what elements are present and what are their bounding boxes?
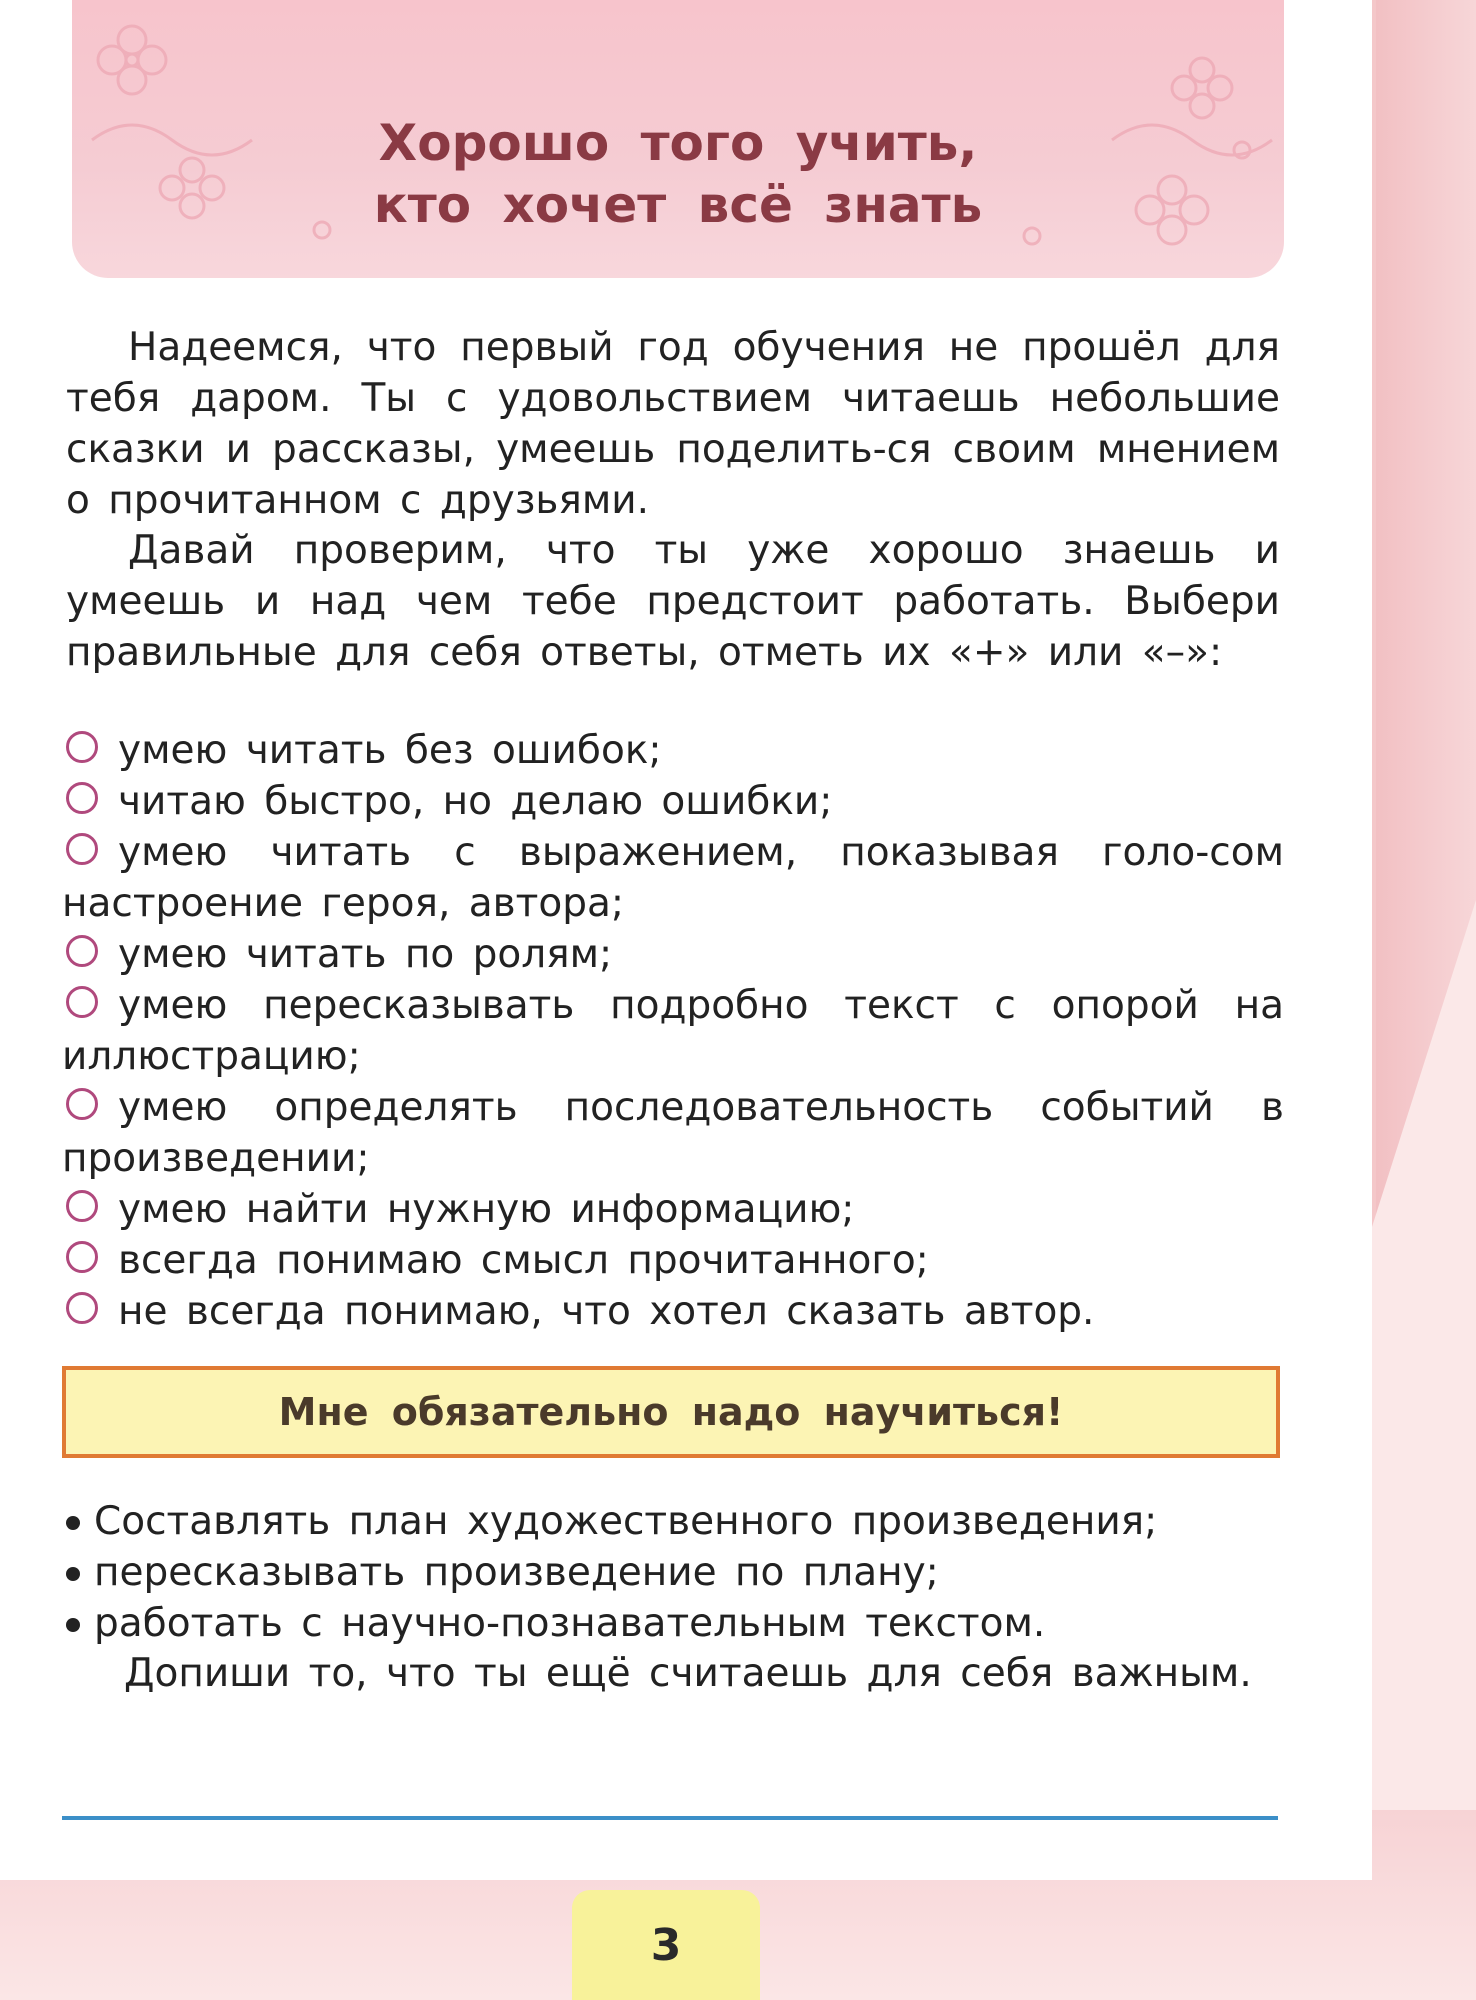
answer-circle-icon[interactable] [66, 935, 98, 967]
goal-item: работать с научно-познавательным текстом. [60, 1598, 1282, 1649]
learning-goals-list [60, 1496, 1282, 1649]
closing-instruction: Допиши то, что ты ещё считаешь для себя важным. [124, 1651, 1252, 1696]
checklist-item: умею пересказывать подробно текст с опорой на иллюстрацию; [62, 983, 1284, 1079]
title-panel [72, 0, 1284, 278]
answer-circle-icon[interactable] [66, 1190, 98, 1222]
page-title [72, 112, 1284, 236]
title-line-2: кто хочет всё знать [373, 176, 983, 234]
checklist-item: не всегда понимаю, что хотел сказать автор. [62, 1286, 1284, 1337]
checklist-item: всегда понимаю смысл прочитанного; [62, 1235, 1284, 1286]
answer-circle-icon[interactable] [66, 731, 98, 763]
checklist-item: умею читать по ролям; [62, 929, 1284, 980]
checklist-item: умею найти нужную информацию; [62, 1184, 1284, 1235]
answer-circle-icon[interactable] [66, 782, 98, 814]
answer-circle-icon[interactable] [66, 1292, 98, 1324]
page-number: 3 [572, 1890, 760, 2000]
intro-paragraph-2: Давай проверим, что ты уже хорошо знаешь и умеешь и над чем тебе предстоит работать. Выбери правильные для себя ответы, отметь их «+» или «–»: [66, 528, 1280, 675]
self-check-list [62, 725, 1284, 1337]
answer-circle-icon[interactable] [66, 833, 98, 865]
answer-circle-icon[interactable] [66, 1241, 98, 1273]
answer-circle-icon[interactable] [66, 986, 98, 1018]
goal-item: Составлять план художественного произведения; [60, 1496, 1282, 1547]
checklist-item: читаю быстро, но делаю ошибки; [62, 776, 1284, 827]
checklist-item: умею читать с выражением, показывая голо-сом настроение героя, автора; [62, 830, 1284, 926]
goal-item: пересказывать произведение по плану; [60, 1547, 1282, 1598]
answer-line[interactable] [62, 1816, 1278, 1820]
banner-text: Мне обязательно надо научиться! [278, 1390, 1064, 1434]
checklist-item: умею определять последовательность событий в произведении; [62, 1085, 1284, 1181]
intro-paragraph-1: Надеемся, что первый год обучения не прошёл для тебя даром. Ты с удовольствием читаешь небольшие сказки и рассказы, умеешь поделить-ся своим мнением о прочитанном с друзьями. [66, 325, 1280, 523]
title-line-1: Хорошо того учить, [378, 114, 978, 172]
must-learn-banner [62, 1366, 1280, 1458]
answer-circle-icon[interactable] [66, 1088, 98, 1120]
checklist-item: умею читать без ошибок; [62, 725, 1284, 776]
